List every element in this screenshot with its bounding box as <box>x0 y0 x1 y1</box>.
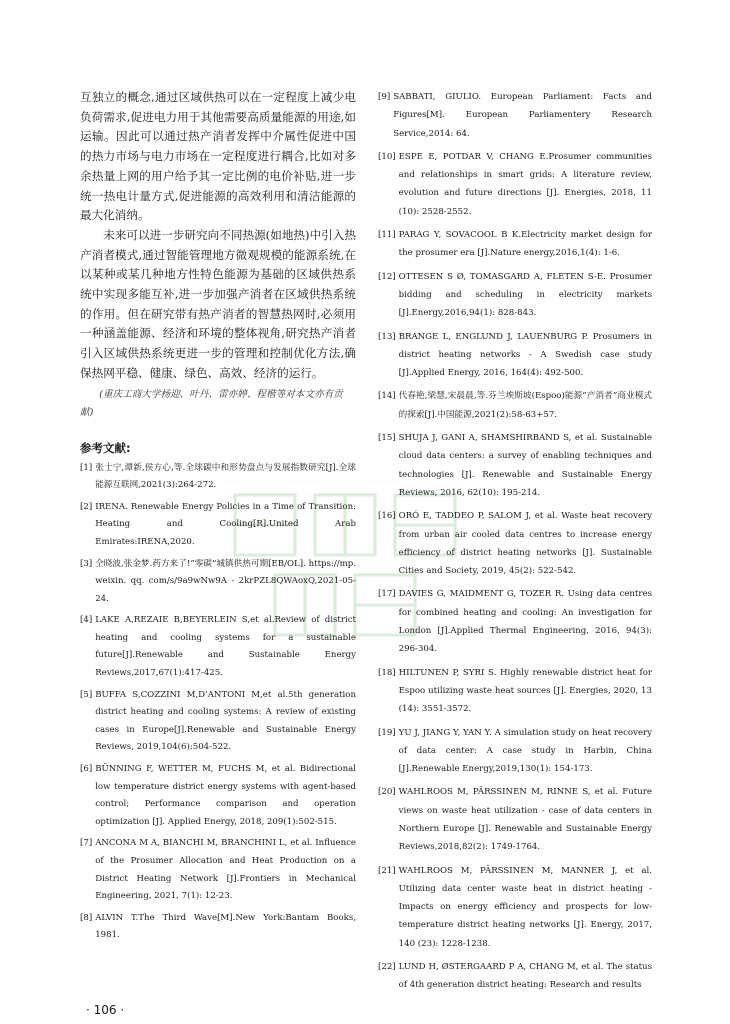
reference-item <box>80 556 356 609</box>
acknowledgement: (重庆工商大学杨迎、叶丹、雷亦婷、程楷等对本文亦有贡献) <box>80 388 343 418</box>
reference-item <box>80 835 356 905</box>
reference-item <box>80 761 356 831</box>
reference-item <box>378 958 652 995</box>
reference-text: ALVIN T.The Third Wave[M].New York:Bantam Books, 1981. <box>95 912 356 941</box>
reference-item <box>80 910 356 945</box>
reference-text: 张士宁,谭新,侯方心,等.全球碳中和形势盘点与发展指数研究[J].全球能源互联网,2021(3):264-272. <box>95 462 356 491</box>
reference-text: ANCONA M A, BIANCHI M, BRANCHINI L, et al. Influence of the Prosumer Allocation and Heat Production on a District Heating Network [J].Frontiers in Mechanical Engineering, 2021, 7(1): 12-23. <box>95 838 356 902</box>
references-list <box>80 460 356 945</box>
reference-number: [4] <box>80 615 93 626</box>
reference-text: PARAG Y, SOVACOOL B K.Electricity market design for the prosumer era [J].Nature energy,2016,1(4): 1-6. <box>398 230 652 259</box>
reference-text: SABBATI, GIULIO. European Parliament: Facts and Figures[M]. European Parliamentery Research Service,2014: 64. <box>393 92 652 139</box>
reference-text: BRANGE L, ENGLUND J, LAUENBURG P. Prosumers in district heating networks - A Swedish case study [J].Applied Energy, 2016, 164(4): 492-500. <box>398 331 652 379</box>
reference-text: BUFFA S,COZZINI M,D’ANTONI M,et al.5th generation district heating and cooling systems: A review of existing cases in Europe[J].Renewable and Sustainable Energy Reviews, 2019,104(6):504-522. <box>95 689 356 753</box>
reference-text: ESPE E, POTDAR V, CHANG E.Prosumer communities and relationships in smart grids: A literature review, evolution and future directions [J]. Energies, 2018, 11 (10): 2528-2552. <box>398 151 652 217</box>
reference-item <box>378 862 652 953</box>
reference-item <box>378 585 652 658</box>
reference-item <box>80 460 356 495</box>
reference-text: OTTESEN S Ø, TOMASGARD A, FLETEN S-E. Prosumer bidding and scheduling in electricity markets [J].Energy,2016,94(1): 828-843. <box>398 271 652 319</box>
reference-number: [10] <box>378 151 396 162</box>
right-column <box>378 88 652 1000</box>
reference-item <box>378 724 652 779</box>
reference-item <box>80 499 356 552</box>
reference-text: SHUJA J, GANI A, SHAMSHIRBAND S, et al. Sustainable cloud data centers: a survey of enabling techniques and technologies [J]. Renewable and Sustainable Energy Reviews, 2016, 62(10): 195-214. <box>398 433 652 498</box>
reference-item <box>378 328 652 383</box>
reference-number: [18] <box>378 667 396 678</box>
left-column <box>80 88 356 949</box>
reference-number: [11] <box>378 230 396 241</box>
reference-item <box>378 783 652 856</box>
reference-text: 仝晓波,张金梦.药方来了!“零碳”城镇供热可期[EB/OL]. https://mp. weixin. qq. com/s/9a9wNw9A - 2krPZL8QWAoxQ,2021-05-24. <box>95 558 356 604</box>
reference-item <box>378 507 652 580</box>
reference-text: YU J, JIANG Y, YAN Y. A simulation study on heat recovery of data center: A case study in Harbin, China [J].Renewable Energy,2019,130(1): 154-173. <box>398 727 652 775</box>
reference-text: DAVIES G, MAIDMENT G, TOZER R. Using data centres for combined heating and cooling: An investigation for London [J].Applied Thermal Engineering, 2016, 94(3): 296-304. <box>398 589 652 655</box>
reference-number: [20] <box>378 787 396 798</box>
reference-number: [21] <box>378 865 396 876</box>
reference-item <box>378 429 652 502</box>
reference-number: [2] <box>80 501 93 512</box>
reference-text: WAHLROOS M, PÄRSSINEN M, MANNER J, et al. Utilizing data center waste heat in district heating - Impacts on energy efficiency and prospects for low-temperature district heating networks [J]. Energy, 2017, 140 (23): 1228-1238. <box>398 865 652 949</box>
body-paragraph: 未来可以进一步研究向不同热源(如地热)中引入热产消者模式,通过智能管理地方微观规模的能源系统,在以某种或某几种地方性特色能源为基础的区域供热系统中实现多能互补,进一步加强产消者在区域供热系统的作用。但在研究带有热产消者的智慧热网时,必须用一种涵盖能源、经济和环境的整体视角,研究热产消者引入区域供热系统更进一步的管理和控制优化方法,确保热网平稳、健康、绿色、高效、经济的运行。 <box>80 227 356 380</box>
reference-number: [9] <box>378 92 391 102</box>
reference-number: [8] <box>80 912 93 923</box>
reference-text: BÜNNING F, WETTER M, FUCHS M, et al. Bidirectional low temperature district energy systems with agent-based control; Performance comparison and operation optimization [J]. Applied Energy, 2018, 209(1):502-515. <box>95 764 356 827</box>
reference-number: [7] <box>80 838 93 849</box>
reference-number: [17] <box>378 589 396 600</box>
reference-number: [19] <box>378 727 396 738</box>
reference-item <box>378 664 652 719</box>
reference-item <box>378 268 652 323</box>
reference-number: [15] <box>378 433 396 444</box>
reference-number: [1] <box>80 462 93 473</box>
reference-item <box>378 88 652 143</box>
reference-text: LAKE A,REZAIE B,BEYERLEIN S,et al.Review of district heating and cooling systems for a sustainable future[J].Renewable and Sustainable Energy Reviews,2017,67(1):417-425. <box>95 615 356 679</box>
references-heading: 参考文献: <box>80 440 131 455</box>
reference-item <box>378 148 652 221</box>
reference-number: [13] <box>378 331 396 342</box>
reference-number: [22] <box>378 962 396 973</box>
reference-number: [5] <box>80 689 93 700</box>
reference-item <box>80 612 356 682</box>
reference-number: [16] <box>378 511 396 522</box>
reference-text: 代春艳,梁慧,宋晨晨,等.芬兰埃斯坡(Espoo)能源“产消者”商业模式的探索[J].中国能源,2021(2):58-63+57. <box>398 391 652 420</box>
reference-item <box>80 687 356 757</box>
reference-item <box>378 387 652 424</box>
reference-number: [14] <box>378 391 396 402</box>
reference-number: [12] <box>378 271 396 282</box>
page-number: · 106 · <box>86 1003 125 1017</box>
reference-text: IRENA. Renewable Energy Policies in a Time of Transition: Heating and Cooling[R].United Arab Emirates:IRENA,2020. <box>95 501 356 547</box>
body-paragraph: 互独立的概念,通过区域供热可以在一定程度上减少电负荷需求,促进电力用于其他需要高质量能源的用途,如运输。因此可以通过热产消者发挥中介属性促进中国的热力市场与电力市场在一定程度进行耦合,比如对多余热量上网的用户给予其一定比例的电价补贴,进一步统一热电计量方式,促进能源的高效利用和清洁能源的最大化消纳。 <box>80 90 356 223</box>
reference-text: WAHLROOS M, PÄRSSINEN M, RINNE S, et al. Future views on waste heat utilization - case of data centers in Northern Europe [J]. Renewable and Sustainable Energy Reviews,2018,82(2): 1749-1764. <box>398 787 652 853</box>
reference-text: ORÓ E, TADDEO P, SALOM J, et al. Waste heat recovery from urban air cooled data centres to increase energy efficiency of district heating networks [J]. Sustainable Cities and Society, 2019, 45(2): 522-542. <box>398 511 652 577</box>
reference-item <box>378 226 652 263</box>
reference-text: LUND H, ØSTERGAARD P A, CHANG M, et al. The status of 4th generation district heating: Research and results <box>398 962 652 991</box>
reference-number: [6] <box>80 764 93 775</box>
reference-text: HILTUNEN P, SYRI S. Highly renewable district heat for Espoo utilizing waste heat sources [J]. Energies, 2020, 13 (14): 3551-3572. <box>398 667 652 715</box>
reference-number: [3] <box>80 558 93 569</box>
